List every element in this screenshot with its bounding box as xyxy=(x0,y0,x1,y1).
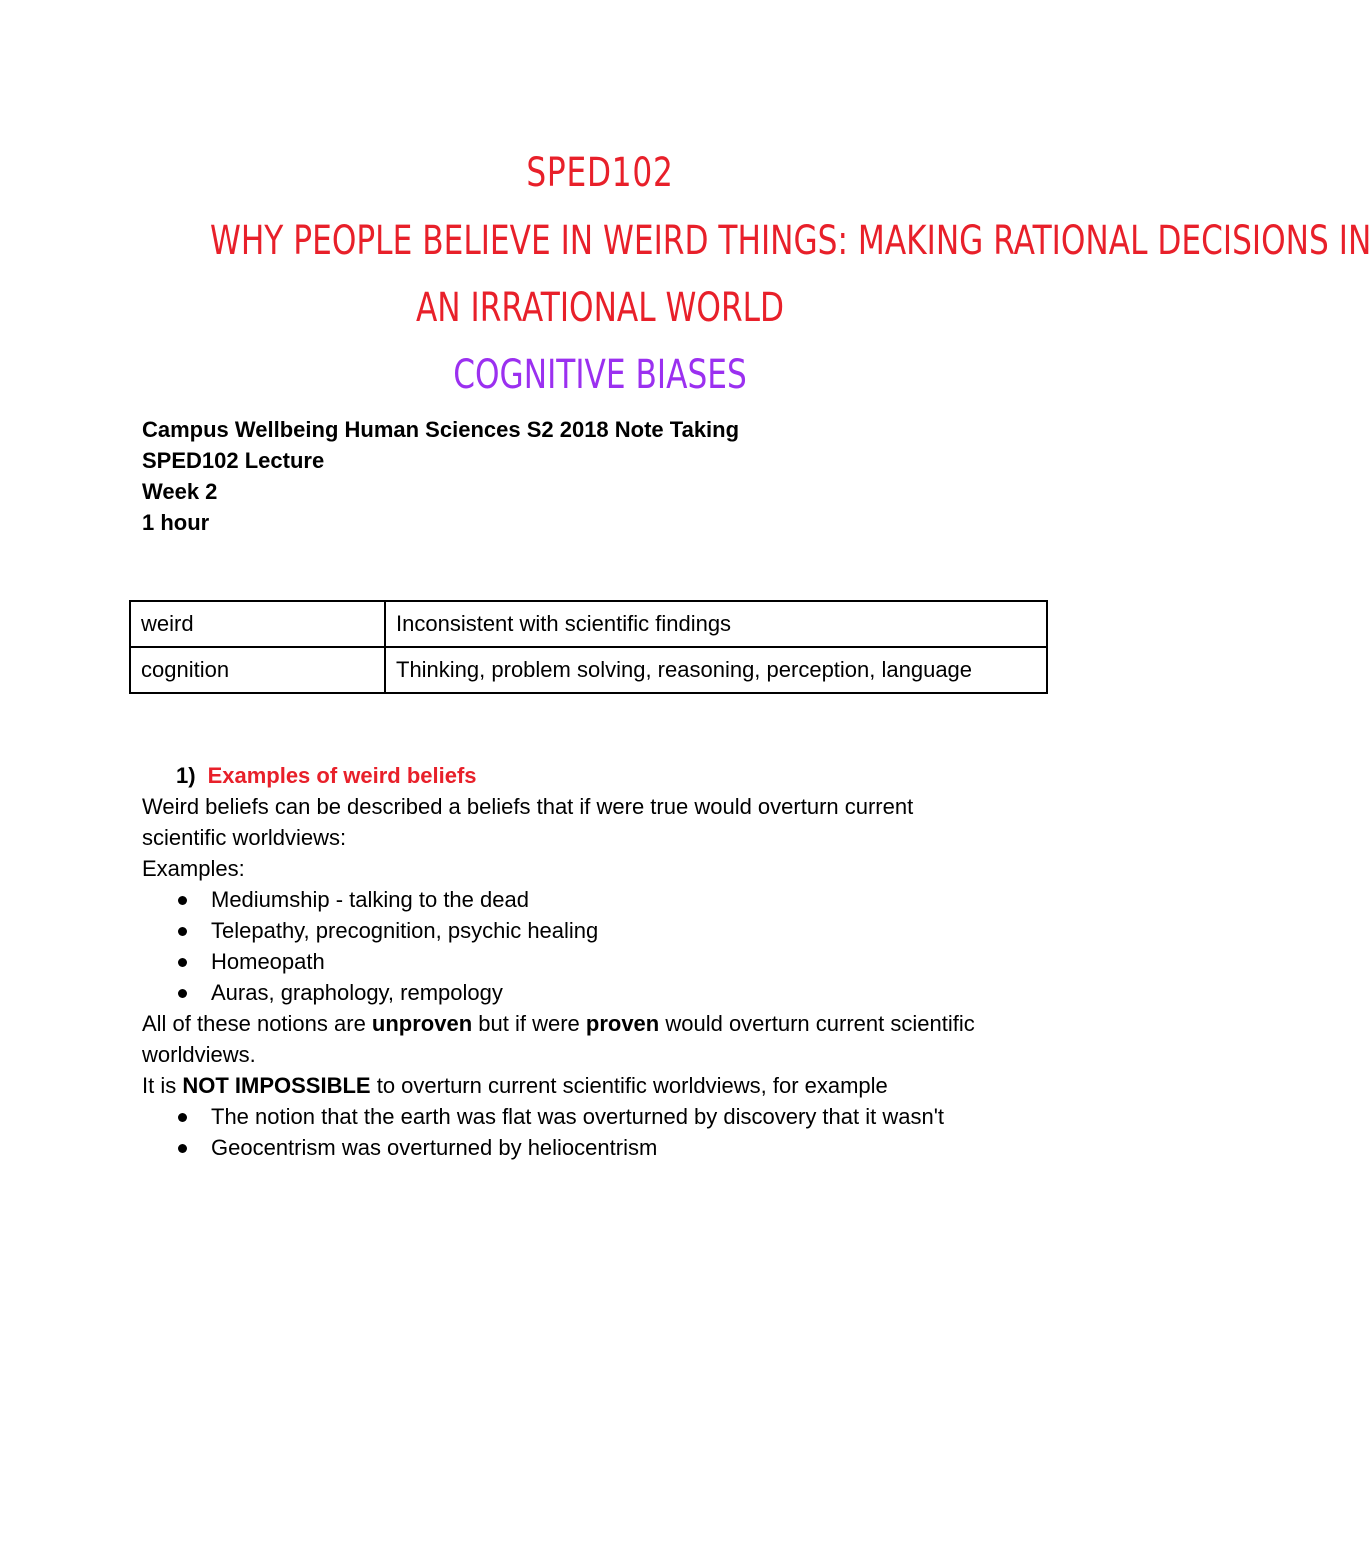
list-item xyxy=(178,1132,1102,1163)
bullet-icon xyxy=(178,896,187,905)
table-row xyxy=(130,647,1047,693)
title-heading-line1 xyxy=(100,218,1371,264)
intro-line1: Weird beliefs can be described a beliefs that if were true would overturn current xyxy=(142,794,914,819)
notions-mid: but if were xyxy=(472,1011,586,1036)
title-line2-text: AN IRRATIONAL WORLD xyxy=(415,285,785,331)
impossible-bold: NOT IMPOSSIBLE xyxy=(182,1073,371,1098)
title-heading-line2 xyxy=(100,285,1100,331)
list-item xyxy=(178,977,1102,1008)
notions-post: would overturn current scientific xyxy=(659,1011,975,1036)
meta-line-lecture: SPED102 Lecture xyxy=(142,448,325,473)
bullet-icon xyxy=(178,1113,187,1122)
list-item-text: Auras, graphology, rempology xyxy=(211,980,503,1005)
subtitle-text: COGNITIVE BIASES xyxy=(453,352,747,398)
course-code-heading xyxy=(100,150,1100,196)
notions-line2: worldviews. xyxy=(142,1042,256,1067)
meta-line-program: Campus Wellbeing Human Sciences S2 2018 Note Taking xyxy=(142,417,740,442)
subtitle-heading xyxy=(100,352,1100,398)
table-row xyxy=(130,601,1047,647)
course-code-text: SPED102 xyxy=(526,150,674,196)
list-item-text: Mediumship - talking to the dead xyxy=(211,887,529,912)
notions-bold-unproven: unproven xyxy=(371,1011,473,1036)
list-item xyxy=(178,915,1102,946)
lecture-meta xyxy=(142,414,739,538)
term-cell: weird xyxy=(130,601,385,647)
bullet-icon xyxy=(178,927,187,936)
term-cell: cognition xyxy=(130,647,385,693)
bullet-icon xyxy=(178,1144,187,1153)
section-number: 1) xyxy=(176,763,196,788)
examples-label: Examples: xyxy=(142,856,245,881)
list-item-text: The notion that the earth was flat was overturned by discovery that it wasn't xyxy=(211,1104,945,1129)
notions-bold-proven: proven xyxy=(585,1011,660,1036)
list-item xyxy=(178,946,1102,977)
notions-paragraph xyxy=(142,1008,1102,1039)
intro-line2: scientific worldviews: xyxy=(142,825,347,850)
list-item xyxy=(178,884,1102,915)
list-item-text: Homeopath xyxy=(211,949,325,974)
meta-line-duration: 1 hour xyxy=(142,510,210,535)
section-heading xyxy=(142,760,1102,791)
impossible-post: to overturn current scientific worldviews, for example xyxy=(370,1073,888,1098)
list-item-text: Telepathy, precognition, psychic healing xyxy=(211,918,599,943)
examples-list xyxy=(142,884,1102,1008)
definition-cell: Thinking, problem solving, reasoning, perception, language xyxy=(385,647,1047,693)
bullet-icon xyxy=(178,958,187,967)
title-line1-text: WHY PEOPLE BELIEVE IN WEIRD THINGS: MAKING RATIONAL DECISIONS IN xyxy=(210,218,1371,264)
impossible-paragraph xyxy=(142,1070,1102,1101)
section-weird-beliefs xyxy=(142,760,1102,1163)
section-heading-text: Examples of weird beliefs xyxy=(207,763,477,788)
meta-line-week: Week 2 xyxy=(142,479,218,504)
overturn-examples-list xyxy=(142,1101,1102,1163)
bullet-icon xyxy=(178,989,187,998)
definition-cell: Inconsistent with scientific findings xyxy=(385,601,1047,647)
definitions-table xyxy=(129,600,1048,694)
impossible-pre: It is xyxy=(142,1073,183,1098)
list-item xyxy=(178,1101,1102,1132)
list-item-text: Geocentrism was overturned by heliocentrism xyxy=(211,1135,658,1160)
notions-pre: All of these notions are xyxy=(142,1011,372,1036)
